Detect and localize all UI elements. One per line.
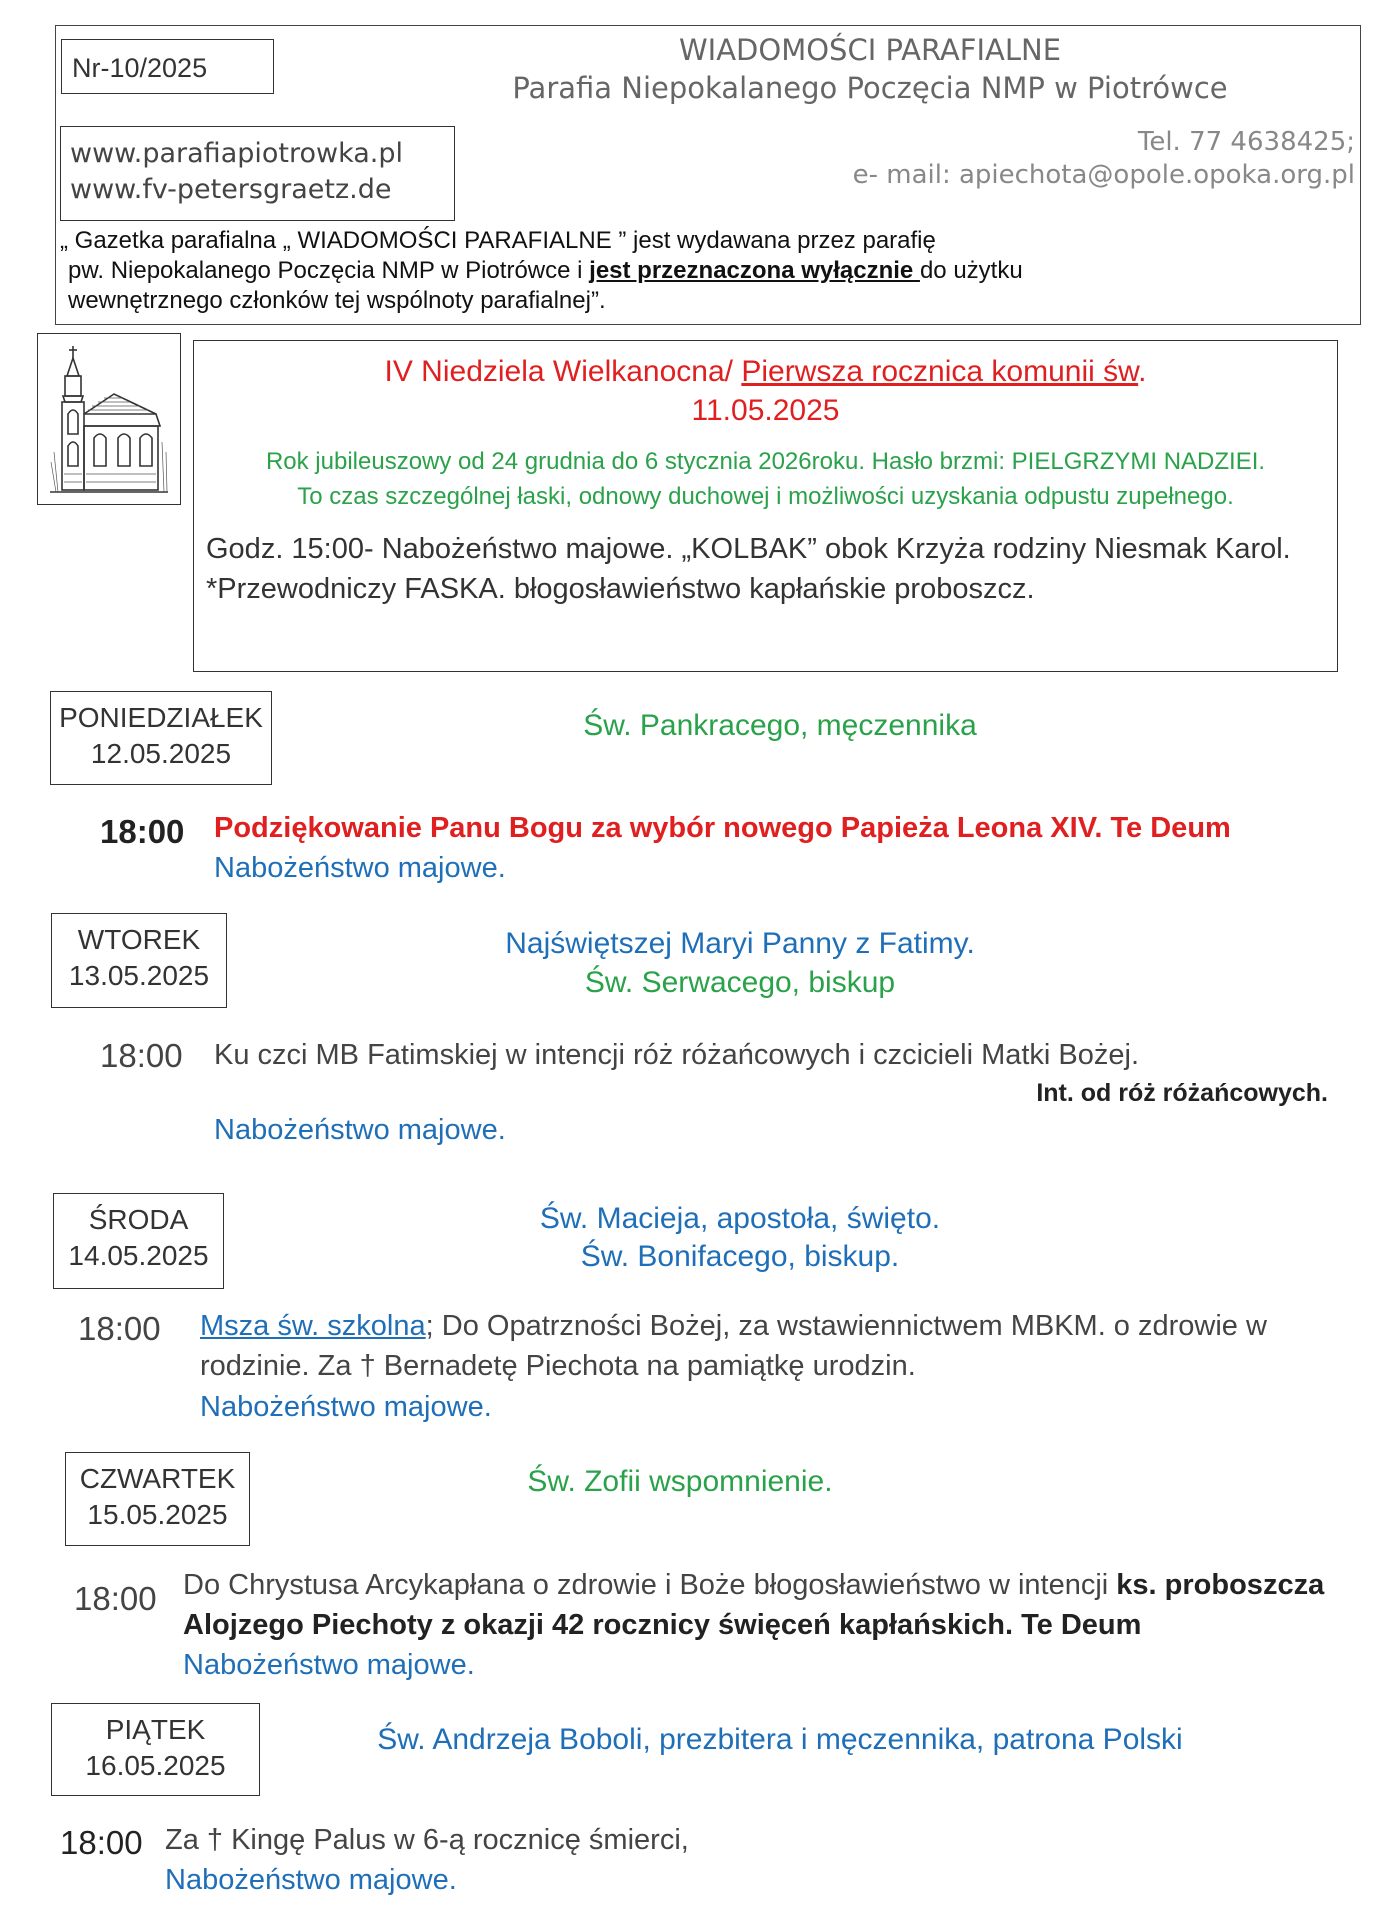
sunday-box <box>193 340 1338 672</box>
sunday-service-line-1: Godz. 15:00- Nabożeństwo majowe. „KOLBAK” obok Krzyża rodziny Niesmak Karol. <box>206 533 1291 565</box>
notice-line-2: pw. Niepokalanego Poczęcia NMP w Piotrówce i jest przeznaczona wyłącznie do użytku <box>68 257 1023 284</box>
issue-number: Nr-10/2025 <box>61 39 274 94</box>
may-devotion-friday: Nabożeństwo majowe. <box>165 1864 457 1896</box>
intention-note-tuesday: Int. od róż różańcowych. <box>1036 1079 1328 1107</box>
day-date: 16.05.2025 <box>85 1750 226 1781</box>
may-devotion-tuesday: Nabożeństwo majowe. <box>214 1114 506 1146</box>
feast-tuesday-2: Św. Serwacego, biskup <box>584 966 896 999</box>
mass-intention-monday: Podziękowanie Panu Bogu za wybór nowego Papieża Leona XIV. Te Deum <box>214 812 1231 844</box>
day-date: 15.05.2025 <box>87 1499 228 1530</box>
mass-intention-thursday: Do Chrystusa Arcykapłana o zdrowie i Boże błogosławieństwo w intencji ks. proboszcza <box>183 1569 1325 1601</box>
phone-number: Tel. 77 4638425; <box>1137 127 1355 157</box>
website-link-1[interactable]: www.parafiapiotrowka.pl <box>70 138 404 169</box>
may-devotion-wednesday: Nabożeństwo majowe. <box>200 1391 492 1423</box>
notice-line-3: wewnętrznego członków tej wspólnoty parafialnej”. <box>68 287 606 314</box>
day-name: CZWARTEK <box>79 1463 236 1494</box>
day-box-wednesday <box>53 1193 224 1289</box>
mass-time-monday: 18:00 <box>100 813 185 850</box>
feast-wednesday-1: Św. Macieja, apostoła, święto. <box>539 1202 941 1235</box>
day-name: ŚRODA <box>88 1204 189 1235</box>
sunday-title: IV Niedziela Wielkanocna/ Pierwsza rocznica komunii św. <box>384 355 1147 388</box>
first-communion-anniversary-link[interactable]: Pierwsza rocznica komunii św <box>741 355 1139 388</box>
mass-time-thursday: 18:00 <box>74 1580 157 1617</box>
jubilee-line-1: Rok jubileuszowy od 24 grudnia do 6 stycznia 2026roku. Hasło brzmi: PIELGRZYMI NADZIEI. <box>265 448 1266 475</box>
may-devotion-monday: Nabożeństwo majowe. <box>214 852 506 884</box>
mass-intention-thursday-2: Alojzego Piechoty z okazji 42 rocznicy święceń kapłańskich. Te Deum <box>183 1609 1142 1641</box>
school-mass-link[interactable]: Msza św. szkolna <box>200 1310 426 1342</box>
website-link-2[interactable]: www.fv-petersgraetz.de <box>70 174 392 205</box>
parish-name: Parafia Niepokalanego Poczęcia NMP w Piotrówce <box>512 71 1228 105</box>
feast-wednesday-2: Św. Bonifacego, biskup. <box>580 1240 900 1273</box>
day-date: 13.05.2025 <box>68 960 210 991</box>
usage-notice <box>60 226 1340 316</box>
day-date: 12.05.2025 <box>90 738 232 769</box>
sunday-service-line-2: *Przewodniczy FASKA. błogosławieństwo kapłańskie proboszcz. <box>206 573 1035 605</box>
feast-tuesday-1: Najświętszej Maryi Panny z Fatimy. <box>505 927 975 960</box>
feast-monday: Św. Pankracego, męczennika <box>583 709 977 742</box>
email-address[interactable]: e- mail: apiechota@opole.opoka.org.pl <box>852 160 1355 190</box>
mass-intention-friday: Za † Kingę Palus w 6-ą rocznicę śmierci, <box>165 1824 689 1856</box>
day-name: PONIEDZIAŁEK <box>59 702 263 733</box>
mass-time-friday: 18:00 <box>60 1824 143 1861</box>
church-drawing-icon <box>48 342 170 494</box>
mass-time-tuesday: 18:00 <box>100 1037 183 1074</box>
day-box-friday <box>51 1703 260 1796</box>
newsletter-title: WIADOMOŚCI PARAFIALNE <box>678 33 1062 67</box>
mass-intention-tuesday: Ku czci MB Fatimskiej w intencji róż różańcowych i czcicieli Matki Bożej. <box>214 1039 1140 1071</box>
day-name: WTOREK <box>77 924 201 955</box>
day-box-tuesday <box>51 913 227 1008</box>
may-devotion-thursday: Nabożeństwo majowe. <box>183 1649 475 1681</box>
mass-intention-wednesday-2: rodzinie. Za † Bernadetę Piechota na pamiątkę urodzin. <box>200 1350 916 1382</box>
day-date: 14.05.2025 <box>68 1240 209 1271</box>
church-drawing-frame <box>37 333 181 505</box>
day-box-monday <box>50 691 272 785</box>
feast-thursday: Św. Zofii wspomnienie. <box>527 1465 833 1498</box>
notice-line-1: „ Gazetka parafialna „ WIADOMOŚCI PARAFIALNE ” jest wydawana przez parafię <box>60 227 936 254</box>
mass-intention-wednesday: Msza św. szkolna; Do Opatrzności Bożej, za wstawiennictwem MBKM. o zdrowie w <box>200 1310 1267 1342</box>
websites-box <box>60 126 455 221</box>
day-box-thursday <box>65 1452 250 1546</box>
sunday-date: 11.05.2025 <box>691 394 840 427</box>
feast-friday: Św. Andrzeja Boboli, prezbitera i męczennika, patrona Polski <box>377 1723 1183 1756</box>
day-name: PIĄTEK <box>105 1714 206 1745</box>
jubilee-line-2: To czas szczególnej łaski, odnowy duchowej i możliwości uzyskania odpustu zupełnego. <box>297 483 1234 510</box>
mass-time-wednesday: 18:00 <box>78 1310 161 1347</box>
